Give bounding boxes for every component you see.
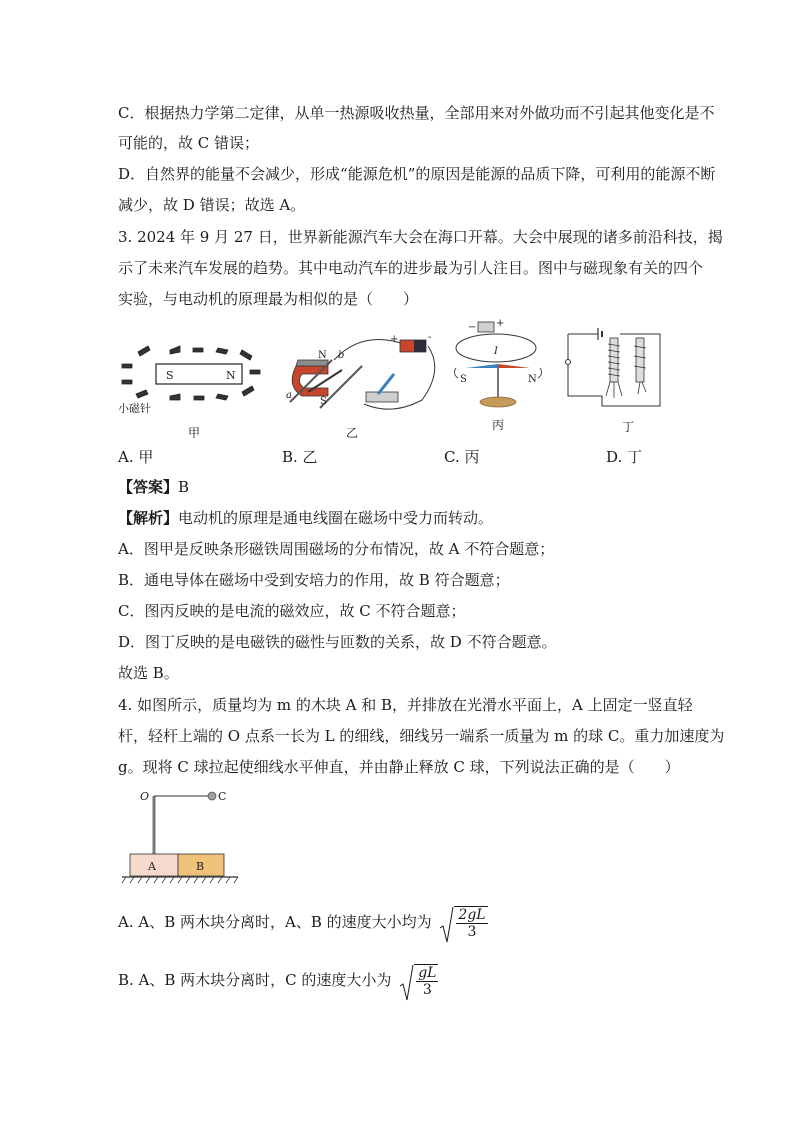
analysis-line (118, 507, 493, 529)
question-3-line3: 实验，与电动机的原理最为相似的是（ ） (118, 290, 419, 308)
bing-minus-label: − (468, 322, 477, 333)
bing-s-label: S (460, 374, 467, 385)
q4-o-label: O (140, 790, 150, 803)
q4-option-a-denominator: 3 (467, 924, 477, 940)
yi-a-label: a (286, 390, 292, 401)
figure-jia-caption: 甲 (188, 426, 201, 440)
jia-s-label: S (166, 369, 174, 382)
figure-yi-caption: 乙 (346, 426, 359, 440)
option-c-explanation-line2: 可能的，故 C 错误； (118, 134, 260, 152)
question-4-line2: 杆，轻杆上端的 O 点系一长为 L 的细线，细线另一端系一质量为 m 的球 C。重力加速度为 (118, 727, 725, 745)
option-c-explanation-line1: C．根据热力学第二定律，从单一热源吸收热量，全部用来对外做功而不引起其他变化是不 (118, 104, 715, 122)
figure-ding-electromagnets (560, 326, 670, 412)
figure-bing-oersted (450, 318, 550, 412)
q3-option-c[interactable]: C. 丙 (444, 448, 480, 466)
jia-needle-label: 小磁针 (118, 402, 151, 415)
analysis-option-d: D．图丁反映的是电磁铁的磁性与匝数的关系，故 D 不符合题意。 (118, 633, 557, 651)
analysis-option-c: C．图丙反映的是电流的磁效应，故 C 不符合题意； (118, 602, 466, 620)
q4-option-b-text: B. A、B 两木块分离时，C 的速度大小为 (118, 971, 392, 989)
q4-option-a-numerator: 2gL (458, 907, 486, 923)
analysis-option-a: A．图甲是反映条形磁铁周围磁场的分布情况，故 A 不符合题意； (118, 540, 555, 558)
yi-s-label: S (320, 396, 327, 407)
q4-option-b-sqrt (400, 964, 438, 998)
question-3-line1: 3. 2024 年 9 月 27 日，世界新能源汽车大会在海口开幕。大会中展现的诸多前沿科技，揭 (118, 228, 723, 246)
analysis-label: 【解析】 (118, 509, 179, 527)
bing-i-label: I (494, 346, 498, 357)
analysis-conclusion: 故选 B。 (118, 664, 179, 682)
figure-ding-caption: 丁 (622, 420, 635, 434)
bing-plus-label: + (496, 318, 505, 329)
q4-c-label: C (218, 790, 227, 803)
question-4-line1: 4. 如图所示，质量均为 m 的木块 A 和 B，并排放在光滑水平面上，A 上固定一竖直轻 (118, 696, 693, 714)
yi-b-label: b (338, 350, 345, 361)
yi-n-label: N (318, 350, 327, 361)
figure-q4-blocks-pendulum (118, 784, 242, 884)
analysis-text: 电动机的原理是通电线圈在磁场中受力而转动。 (178, 509, 494, 527)
analysis-option-b: B．通电导体在磁场中受到安培力的作用，故 B 符合题意； (118, 571, 510, 589)
question-4-line3: g。现将 C 球拉起使细线水平伸直，并由静止释放 C 球，下列说法正确的是（ ） (118, 758, 680, 776)
question-3-line2: 示了未来汽车发展的趋势。其中电动汽车的进步最为引人注目。图中与磁现象有关的四个 (118, 259, 704, 277)
yi-minus-label: - (428, 332, 432, 343)
q3-option-d[interactable]: D. 丁 (606, 448, 643, 466)
q4-option-a-text: A. A、B 两木块分离时，A、B 的速度大小均为 (118, 913, 432, 931)
q4-option-a[interactable] (118, 906, 488, 940)
q4-option-a-sqrt (440, 906, 487, 940)
figure-yi-motor-principle (282, 330, 442, 414)
figure-bing-caption: 丙 (492, 418, 505, 432)
q4-option-b-numerator: gL (418, 965, 437, 981)
q3-option-a[interactable]: A. 甲 (118, 448, 154, 466)
q3-option-b[interactable]: B. 乙 (282, 448, 318, 466)
option-d-explanation-line2: 减少，故 D 错误；故选 A。 (118, 196, 306, 214)
figure-jia-bar-magnet (118, 340, 268, 418)
option-d-explanation-line1: D．自然界的能量不会减少，形成“能源危机”的原因是能源的品质下降，可利用的能源不断 (118, 165, 716, 183)
jia-n-label: N (226, 369, 236, 382)
answer-label: 【答案】 (118, 478, 179, 496)
q4-a-label: A (148, 860, 156, 873)
q4-option-b-denominator: 3 (422, 982, 432, 998)
answer-line (118, 476, 189, 498)
yi-plus-label: + (390, 334, 399, 345)
q4-b-label: B (196, 860, 205, 873)
answer-value: B (178, 478, 190, 496)
q4-option-b[interactable] (118, 964, 438, 998)
bing-n-label: N (528, 374, 537, 385)
